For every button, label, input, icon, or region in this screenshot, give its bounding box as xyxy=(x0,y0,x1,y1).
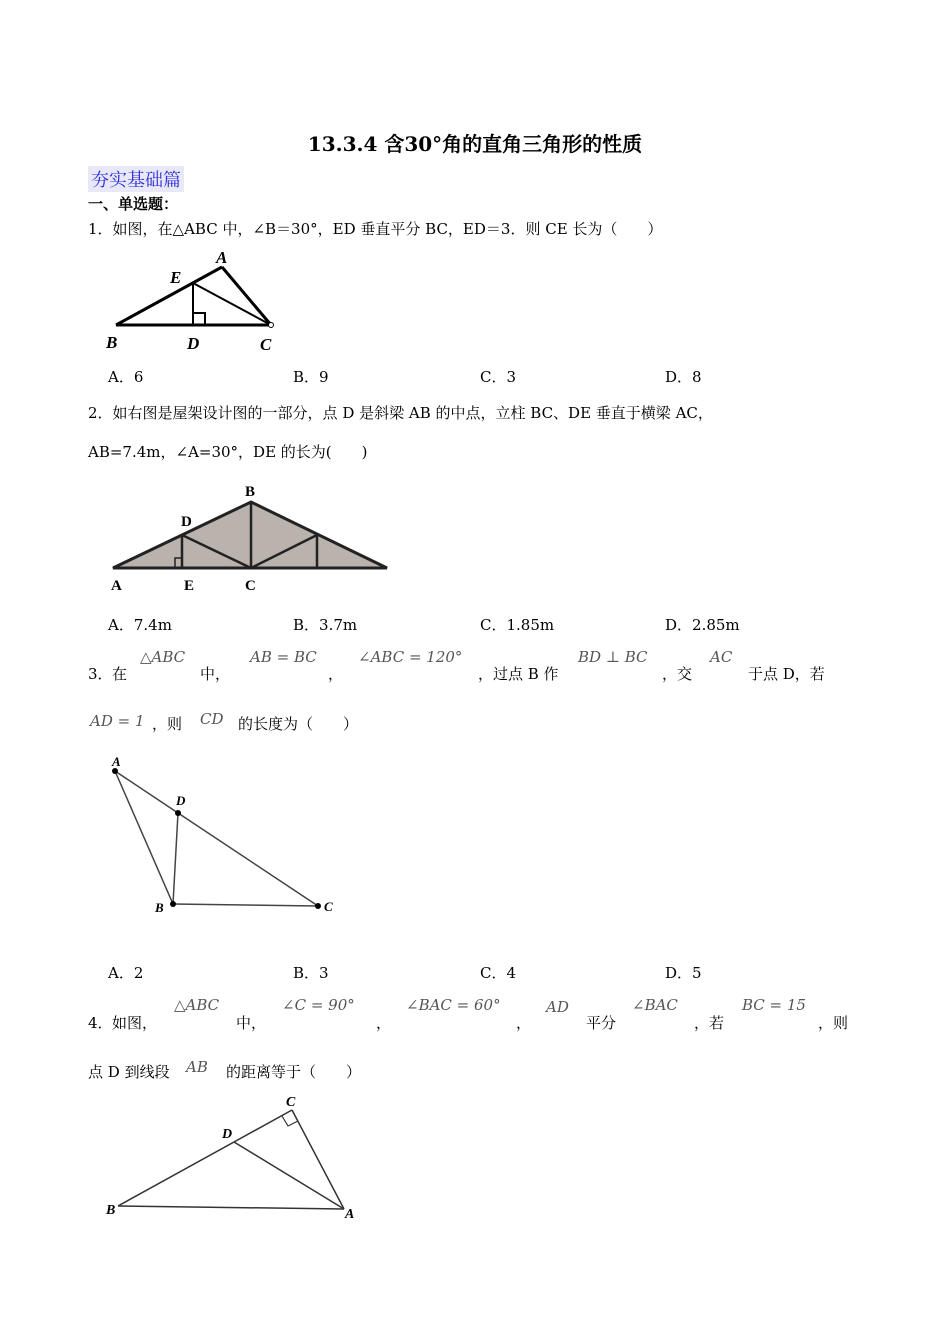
figure-q3 xyxy=(100,752,350,922)
q4-text-part: 的距离等于（ ） xyxy=(226,1063,362,1081)
q4-text-part: ， xyxy=(376,1014,392,1032)
label-A: A xyxy=(111,578,122,594)
question-number: 3． xyxy=(88,665,113,683)
label-E: E xyxy=(170,268,182,287)
q3-text-part: 的长度为（ ） xyxy=(238,715,359,733)
q3-math: CD xyxy=(200,710,224,728)
q3-text-part: 中， xyxy=(200,665,231,683)
q3-option-b: B．3 xyxy=(293,964,329,982)
label-C: C xyxy=(324,899,333,914)
label-D: D xyxy=(176,793,186,808)
q4-math: AB xyxy=(186,1058,208,1076)
q3-math: AD = 1 xyxy=(90,712,145,730)
q1-option-c: C．3 xyxy=(480,368,517,386)
q4-math: ∠BAC xyxy=(632,996,678,1014)
figure-q4 xyxy=(100,1090,370,1230)
q2-option-d: D．2.85m xyxy=(665,616,740,634)
q4-math: △ABC xyxy=(174,996,220,1014)
question-number: 4． xyxy=(88,1014,113,1032)
question-1-text xyxy=(88,218,662,239)
q2-option-b: B．3.7m xyxy=(293,616,358,634)
q3-text-part: ，则 xyxy=(152,715,183,733)
q4-math: BC = 15 xyxy=(742,996,806,1014)
label-C: C xyxy=(260,335,272,354)
q3-math: ∠ABC = 120° xyxy=(358,648,463,666)
q3-option-d: D．5 xyxy=(665,964,702,982)
label-D: D xyxy=(222,1127,233,1142)
label-B: B xyxy=(245,484,256,500)
q4-text-part: ， xyxy=(516,1014,532,1032)
label-D: D xyxy=(187,334,200,353)
q3-math: △ABC xyxy=(140,648,186,666)
q4-text-part: ，若 xyxy=(694,1014,725,1032)
label-D: D xyxy=(181,514,192,530)
q4-math: ∠C = 90° xyxy=(282,996,355,1014)
q3-option-a: A．2 xyxy=(108,964,144,982)
q4-text-part: 中， xyxy=(236,1014,267,1032)
label-A: A xyxy=(345,1207,355,1222)
label-B: B xyxy=(106,1203,116,1218)
q2-option-a: A．7.4m xyxy=(108,616,172,634)
label-C: C xyxy=(245,578,256,594)
q3-text-part: ，过点 B 作 xyxy=(478,665,559,683)
q3-math: AB = BC xyxy=(250,648,317,666)
label-B: B xyxy=(155,900,164,915)
q4-text-part: 平分 xyxy=(586,1014,617,1032)
q3-math: BD ⊥ BC xyxy=(578,648,648,666)
page-title: 13.3.4 含30°角的直角三角形的性质 xyxy=(307,132,643,156)
figure-q2 xyxy=(105,478,395,598)
q4-math: ∠BAC = 60° xyxy=(406,996,501,1014)
q4-text-part: 如图， xyxy=(112,1014,158,1032)
q3-text-part: ， xyxy=(328,665,344,683)
label-B: B xyxy=(106,333,118,352)
label-C: C xyxy=(286,1095,296,1110)
question-2-text-line2: AB=7.4m，∠A=30°，DE 的长为( ) xyxy=(88,443,368,461)
question-body: 如右图是屋架设计图的一部分，点 D 是斜梁 AB 的中点，立柱 BC、DE 垂直于横梁 AC， xyxy=(112,404,713,422)
q2-option-c: C．1.85m xyxy=(480,616,555,634)
q1-option-b: B．9 xyxy=(293,368,329,386)
label-E: E xyxy=(184,578,195,594)
question-body: 如图，在△ABC 中，∠B＝30°，ED 垂直平分 BC，ED＝3．则 CE 长为（ ） xyxy=(112,220,663,238)
label-A: A xyxy=(112,754,121,769)
q3-text-part: 于点 D，若 xyxy=(748,665,825,683)
q3-text-part: 在 xyxy=(112,665,128,683)
q3-option-c: C．4 xyxy=(480,964,517,982)
q1-option-d: D．8 xyxy=(665,368,702,386)
q4-math: AD xyxy=(546,998,569,1016)
label-A: A xyxy=(216,248,228,267)
question-number: 1． xyxy=(88,220,113,238)
section-heading: 一、单选题： xyxy=(88,195,179,213)
q4-text-part: ，则 xyxy=(818,1014,849,1032)
q3-text-part: ，交 xyxy=(662,665,693,683)
section-tag: 夯实基础篇 xyxy=(88,166,184,192)
question-2-text xyxy=(88,402,713,423)
q1-option-a: A．6 xyxy=(108,368,144,386)
figure-q1 xyxy=(100,245,290,357)
question-number: 2． xyxy=(88,404,113,422)
q4-text-part: 点 D 到线段 xyxy=(88,1063,170,1081)
q3-math: AC xyxy=(710,648,733,666)
